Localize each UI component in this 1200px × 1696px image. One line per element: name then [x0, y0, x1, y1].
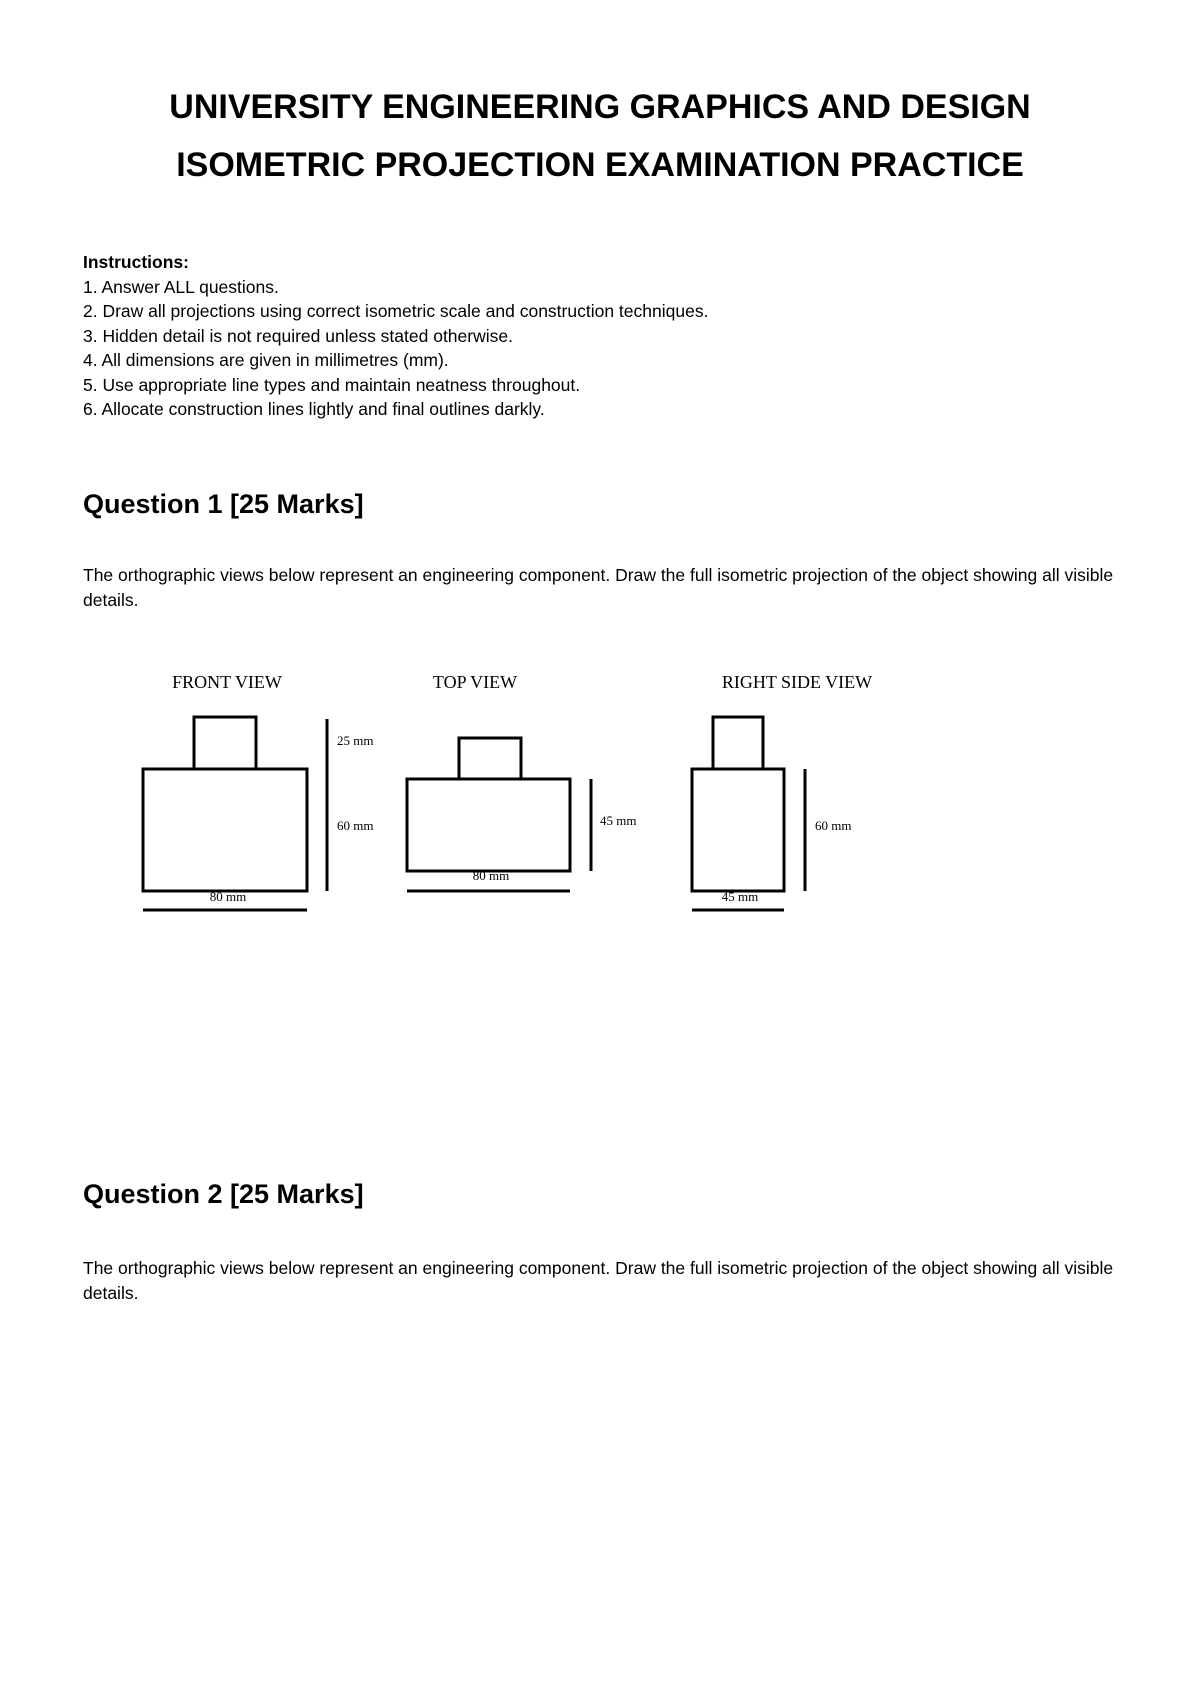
top-view-base-block: [407, 779, 570, 871]
instruction-item: 2. Draw all projections using correct isometric scale and construction techniques.: [83, 301, 709, 321]
front-view-top-block: [194, 717, 256, 769]
question-2-text: The orthographic views below represent an engineering component. Draw the full isometric projection of the object showing all visible details.: [83, 1258, 1114, 1303]
side-view-dim-height: 60 mm: [815, 818, 852, 833]
instruction-item: 3. Hidden detail is not required unless stated otherwise.: [83, 325, 513, 346]
question-2-heading: Question 2 [25 Marks]: [83, 1179, 364, 1209]
instruction-item: 1. Answer ALL questions.: [83, 276, 279, 297]
instruction-item: 6. Allocate construction lines lightly and final outlines darkly.: [83, 399, 545, 419]
front-view-dim-height: 60 mm: [337, 818, 374, 833]
front-view-base-block: [143, 769, 307, 891]
top-view-dim-depth: 45 mm: [600, 813, 637, 828]
front-view-dim-width: 80 mm: [209, 889, 247, 904]
side-view-top-block: [713, 717, 763, 769]
top-view-label: TOP VIEW: [432, 672, 518, 692]
top-view-top-block: [459, 738, 521, 779]
instruction-item: 4. All dimensions are given in millimetres (mm).: [83, 350, 449, 370]
instructions-heading: Instructions:: [83, 252, 189, 272]
top-view-dim-width: 80 mm: [472, 868, 510, 883]
question-1-heading: Question 1 [25 Marks]: [83, 489, 364, 519]
document-title-line-2: ISOMETRIC PROJECTION EXAMINATION PRACTICE: [176, 146, 1024, 184]
document-title-line-1: UNIVERSITY ENGINEERING GRAPHICS AND DESIGN: [169, 88, 1031, 126]
question-1-text: The orthographic views below represent an engineering component. Draw the full isometric projection of the object showing all visible details.: [83, 565, 1114, 610]
front-view-dim-top: 25 mm: [337, 733, 374, 748]
front-view-label: FRONT VIEW: [172, 672, 282, 692]
right-side-view-label: RIGHT SIDE VIEW: [721, 672, 873, 692]
side-view-base-block: [692, 769, 784, 891]
instruction-item: 5. Use appropriate line types and maintain neatness throughout.: [83, 374, 581, 395]
side-view-dim-width: 45 mm: [721, 889, 759, 904]
